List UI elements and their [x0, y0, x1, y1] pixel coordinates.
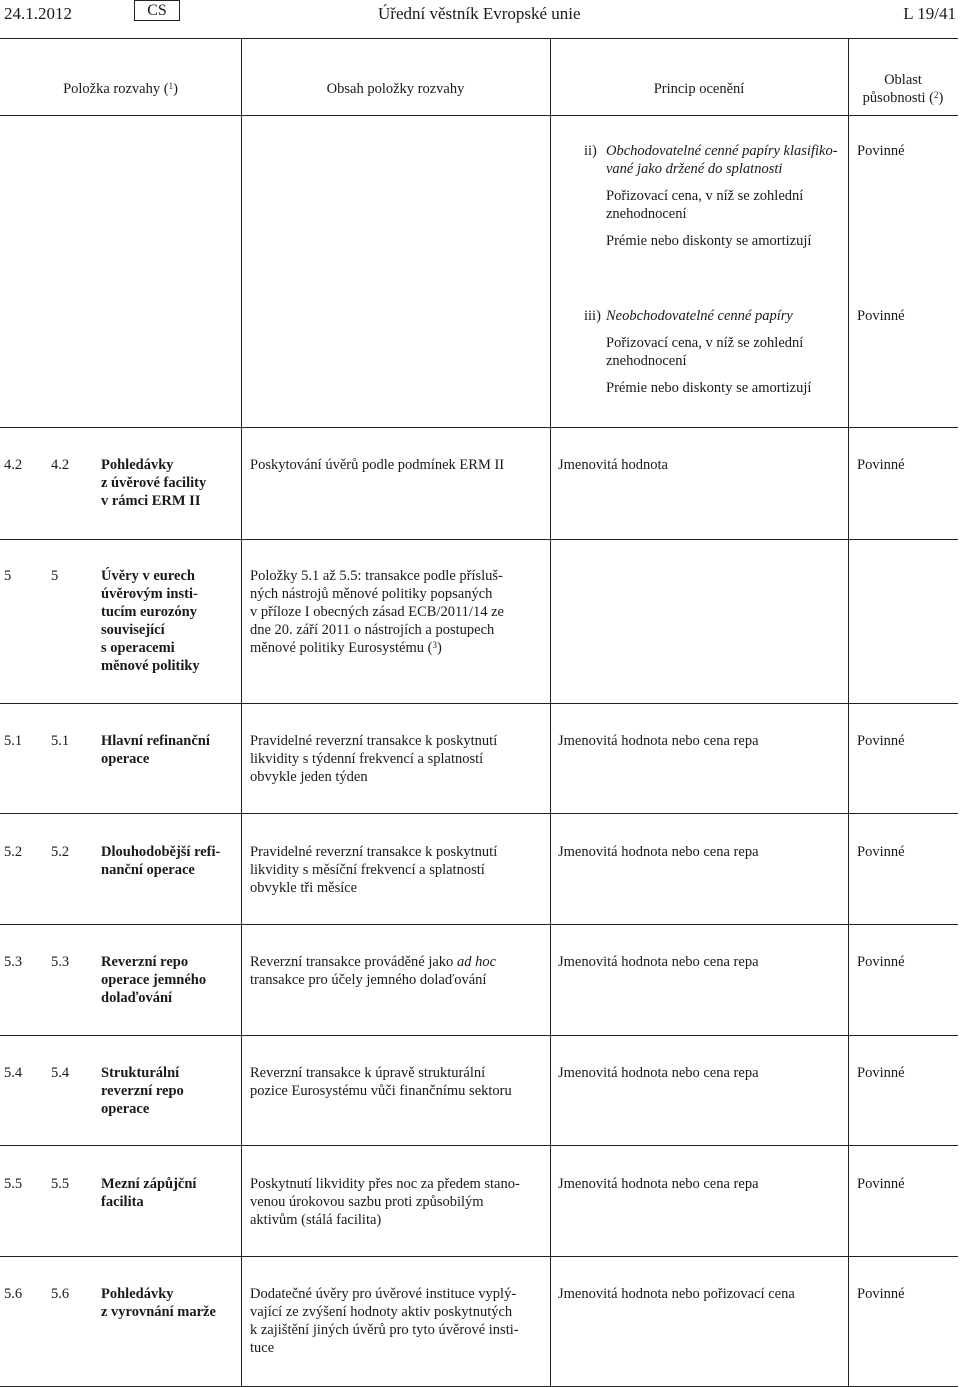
securities-ii-block: Obchodovatelné cenné papíry klasifiko- vané jako držené do splatnosti Pořizovací cena, v níž se zohlední znehodnocení Prémie nebo diskonty se amortizují	[606, 143, 838, 249]
row-4-2-subnumber: 4.2	[51, 457, 70, 473]
securities-iii-scope: Povinné	[857, 308, 905, 324]
row-5-3-scope: Povinné	[857, 954, 905, 970]
row-5-3-subnumber: 5.3	[51, 954, 70, 970]
row-divider	[0, 703, 958, 704]
column-divider	[848, 39, 849, 1386]
row-5-subnumber: 5	[51, 568, 59, 584]
row-5-5-content: Poskytnutí likvidity přes noc za předem stano- venou úrokovou sazbu proti způsobilým aktivům (stálá facilita)	[250, 1176, 520, 1228]
page-reference: L 19/41	[903, 4, 956, 23]
row-5-3-content: Reverzní transakce prováděné jako ad hoc transakce pro účely jemného dolaďování	[250, 954, 496, 988]
publication-date: 24.1.2012	[4, 4, 72, 23]
row-5-2-title: Dlouhodobější refi- nanční operace	[101, 844, 221, 878]
row-4-2-scope: Povinné	[857, 457, 905, 473]
row-5-5-scope: Povinné	[857, 1176, 905, 1192]
row-5-6-number: 5.6	[4, 1286, 23, 1302]
row-5-6-valuation: Jmenovitá hodnota nebo pořizovací cena	[558, 1286, 795, 1302]
balance-sheet-table	[0, 38, 958, 1387]
row-4-2-number: 4.2	[4, 457, 23, 473]
row-5-number: 5	[4, 568, 12, 584]
row-5-6-scope: Povinné	[857, 1286, 905, 1302]
row-divider	[0, 1035, 958, 1036]
row-5-1-scope: Povinné	[857, 733, 905, 749]
header-scope: Oblast působnosti ($^2$)	[862, 72, 944, 106]
row-5-6-subnumber: 5.6	[51, 1286, 70, 1302]
securities-iii-block: Neobchodovatelné cenné papíry Pořizovací cena, v níž se zohlední znehodnocení Prémie nebo diskonty se amortizují	[606, 308, 812, 396]
row-5-2-content: Pravidelné reverzní transakce k poskytnutí likvidity s měsíční frekvencí a splatností obvykle tři měsíce	[250, 844, 498, 896]
row-5-1-title: Hlavní refinanční operace	[101, 733, 210, 767]
row-5-2-number: 5.2	[4, 844, 23, 860]
row-4-2-content: Poskytování úvěrů podle podmínek ERM II	[250, 457, 505, 473]
row-divider	[0, 539, 958, 540]
row-5-title: Úvěry v eurech úvěrovým insti- tucím eurozóny související s operacemi měnové politiky	[101, 568, 200, 674]
row-5-2-subnumber: 5.2	[51, 844, 70, 860]
column-divider	[241, 39, 242, 1386]
row-5-4-title: Strukturální reverzní repo operace	[101, 1065, 184, 1117]
header-content: Obsah položky rozvahy	[326, 81, 465, 97]
language-badge: CS	[134, 0, 180, 21]
row-5-content: Položky 5.1 až 5.5: transakce podle přísluš- ných nástrojů měnové politiky popsaných v příloze I obecných zásad ECB/2011/14 ze dne 20. září 2011 o nástrojích a postupech měnové politiky Eurosystému ($^3$)	[250, 568, 504, 656]
row-divider	[0, 1256, 958, 1257]
header-balance-item: Položka rozvahy ($^1$)	[63, 81, 178, 97]
header-valuation: Princip ocenění	[653, 81, 745, 97]
row-5-4-scope: Povinné	[857, 1065, 905, 1081]
row-4-2-title: Pohledávky z úvěrové facility v rámci ERM II	[101, 457, 207, 509]
row-divider	[0, 924, 958, 925]
row-4-2-valuation: Jmenovitá hodnota	[558, 457, 668, 473]
row-5-5-title: Mezní zápůjční facilita	[101, 1176, 197, 1210]
row-5-1-content: Pravidelné reverzní transakce k poskytnutí likvidity s týdenní frekvencí a splatností obvykle jeden týden	[250, 733, 498, 785]
row-5-3-valuation: Jmenovitá hodnota nebo cena repa	[558, 954, 759, 970]
row-5-4-content: Reverzní transakce k úpravě strukturální pozice Eurosystému vůči finančnímu sektoru	[250, 1065, 512, 1099]
row-5-1-number: 5.1	[4, 733, 23, 749]
row-5-6-title: Pohledávky z vyrovnání marže	[101, 1286, 216, 1320]
securities-iii-marker: iii)	[584, 308, 601, 324]
row-divider	[0, 813, 958, 814]
securities-ii-scope: Povinné	[857, 143, 905, 159]
journal-title: Úřední věstník Evropské unie	[378, 4, 581, 23]
row-5-5-valuation: Jmenovitá hodnota nebo cena repa	[558, 1176, 759, 1192]
row-5-3-title: Reverzní repo operace jemného dolaďování	[101, 954, 207, 1006]
page-header	[0, 0, 960, 28]
row-5-3-number: 5.3	[4, 954, 23, 970]
row-5-5-subnumber: 5.5	[51, 1176, 70, 1192]
row-5-4-valuation: Jmenovitá hodnota nebo cena repa	[558, 1065, 759, 1081]
row-divider	[0, 1145, 958, 1146]
row-5-2-valuation: Jmenovitá hodnota nebo cena repa	[558, 844, 759, 860]
securities-ii-marker: ii)	[584, 143, 597, 159]
row-5-1-subnumber: 5.1	[51, 733, 70, 749]
row-5-2-scope: Povinné	[857, 844, 905, 860]
row-divider	[0, 115, 958, 116]
row-5-4-number: 5.4	[4, 1065, 23, 1081]
row-divider	[0, 427, 958, 428]
row-5-1-valuation: Jmenovitá hodnota nebo cena repa	[558, 733, 759, 749]
row-5-5-number: 5.5	[4, 1176, 23, 1192]
row-5-4-subnumber: 5.4	[51, 1065, 70, 1081]
row-5-6-content: Dodatečné úvěry pro úvěrové instituce vyplý- vající ze zvýšení hodnoty aktiv poskytnutých k zajištění jiných úvěrů pro tyto úvěrové insti- tuce	[250, 1286, 519, 1356]
column-divider	[550, 39, 551, 1386]
